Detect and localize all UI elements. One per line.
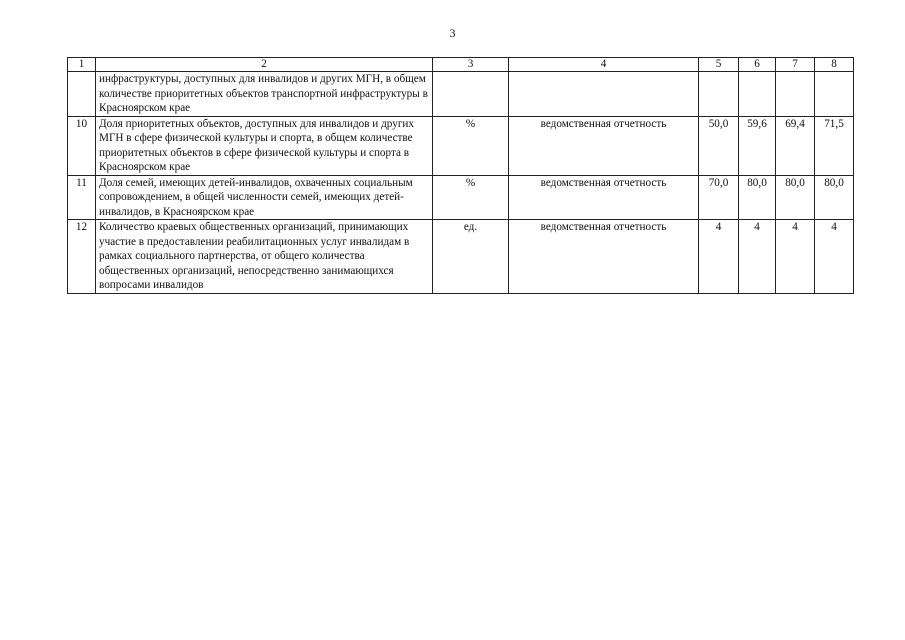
value-cell: 59,6 <box>739 116 776 175</box>
table-header-row <box>68 58 854 72</box>
table-row <box>68 72 854 117</box>
value-cell: 4 <box>815 220 854 294</box>
indicator-name: Доля приоритетных объектов, доступных для инвалидов и других МГН в сфере физической культуры и спорта, в общем количестве приоритетных объектов в сфере физической культуры и спорта в Красноярском крае <box>96 116 433 175</box>
source-cell <box>509 72 699 117</box>
indicator-name: Доля семей, имеющих детей-инвалидов, охваченных социальным сопровождением, в общей численности семей, имеющих детей-инвалидов, в Красноярском крае <box>96 175 433 220</box>
value-cell <box>815 72 854 117</box>
unit-cell <box>433 72 509 117</box>
source-cell: ведомственная отчетность <box>509 220 699 294</box>
indicator-name: Количество краевых общественных организаций, принимающих участие в предоставлении реабилитационных услуг инвалидам в рамках социального партнерства, от общего количества общественных организаций, непосредственно занимающихся вопросами инвалидов <box>96 220 433 294</box>
value-cell <box>776 72 815 117</box>
source-cell: ведомственная отчетность <box>509 175 699 220</box>
table-row <box>68 220 854 294</box>
value-cell: 69,4 <box>776 116 815 175</box>
table-row <box>68 175 854 220</box>
column-header: 8 <box>815 58 854 72</box>
indicators-table <box>67 57 854 294</box>
row-number: 10 <box>68 116 96 175</box>
value-cell: 71,5 <box>815 116 854 175</box>
source-cell: ведомственная отчетность <box>509 116 699 175</box>
column-header: 3 <box>433 58 509 72</box>
value-cell <box>739 72 776 117</box>
row-number: 11 <box>68 175 96 220</box>
value-cell: 80,0 <box>776 175 815 220</box>
page-number: 3 <box>449 26 456 40</box>
value-cell: 50,0 <box>699 116 739 175</box>
unit-cell: ед. <box>433 220 509 294</box>
value-cell: 80,0 <box>815 175 854 220</box>
row-number <box>68 72 96 117</box>
column-header: 1 <box>68 58 96 72</box>
column-header: 7 <box>776 58 815 72</box>
value-cell: 4 <box>739 220 776 294</box>
indicator-name: инфраструктуры, доступных для инвалидов и других МГН, в общем количестве приоритетных объектов транспортной инфраструктуры в Красноярском крае <box>96 72 433 117</box>
column-header: 4 <box>509 58 699 72</box>
column-header: 2 <box>96 58 433 72</box>
value-cell: 4 <box>699 220 739 294</box>
row-number: 12 <box>68 220 96 294</box>
column-header: 5 <box>699 58 739 72</box>
column-header: 6 <box>739 58 776 72</box>
unit-cell: % <box>433 116 509 175</box>
value-cell <box>699 72 739 117</box>
unit-cell: % <box>433 175 509 220</box>
table-row <box>68 116 854 175</box>
value-cell: 70,0 <box>699 175 739 220</box>
value-cell: 4 <box>776 220 815 294</box>
value-cell: 80,0 <box>739 175 776 220</box>
